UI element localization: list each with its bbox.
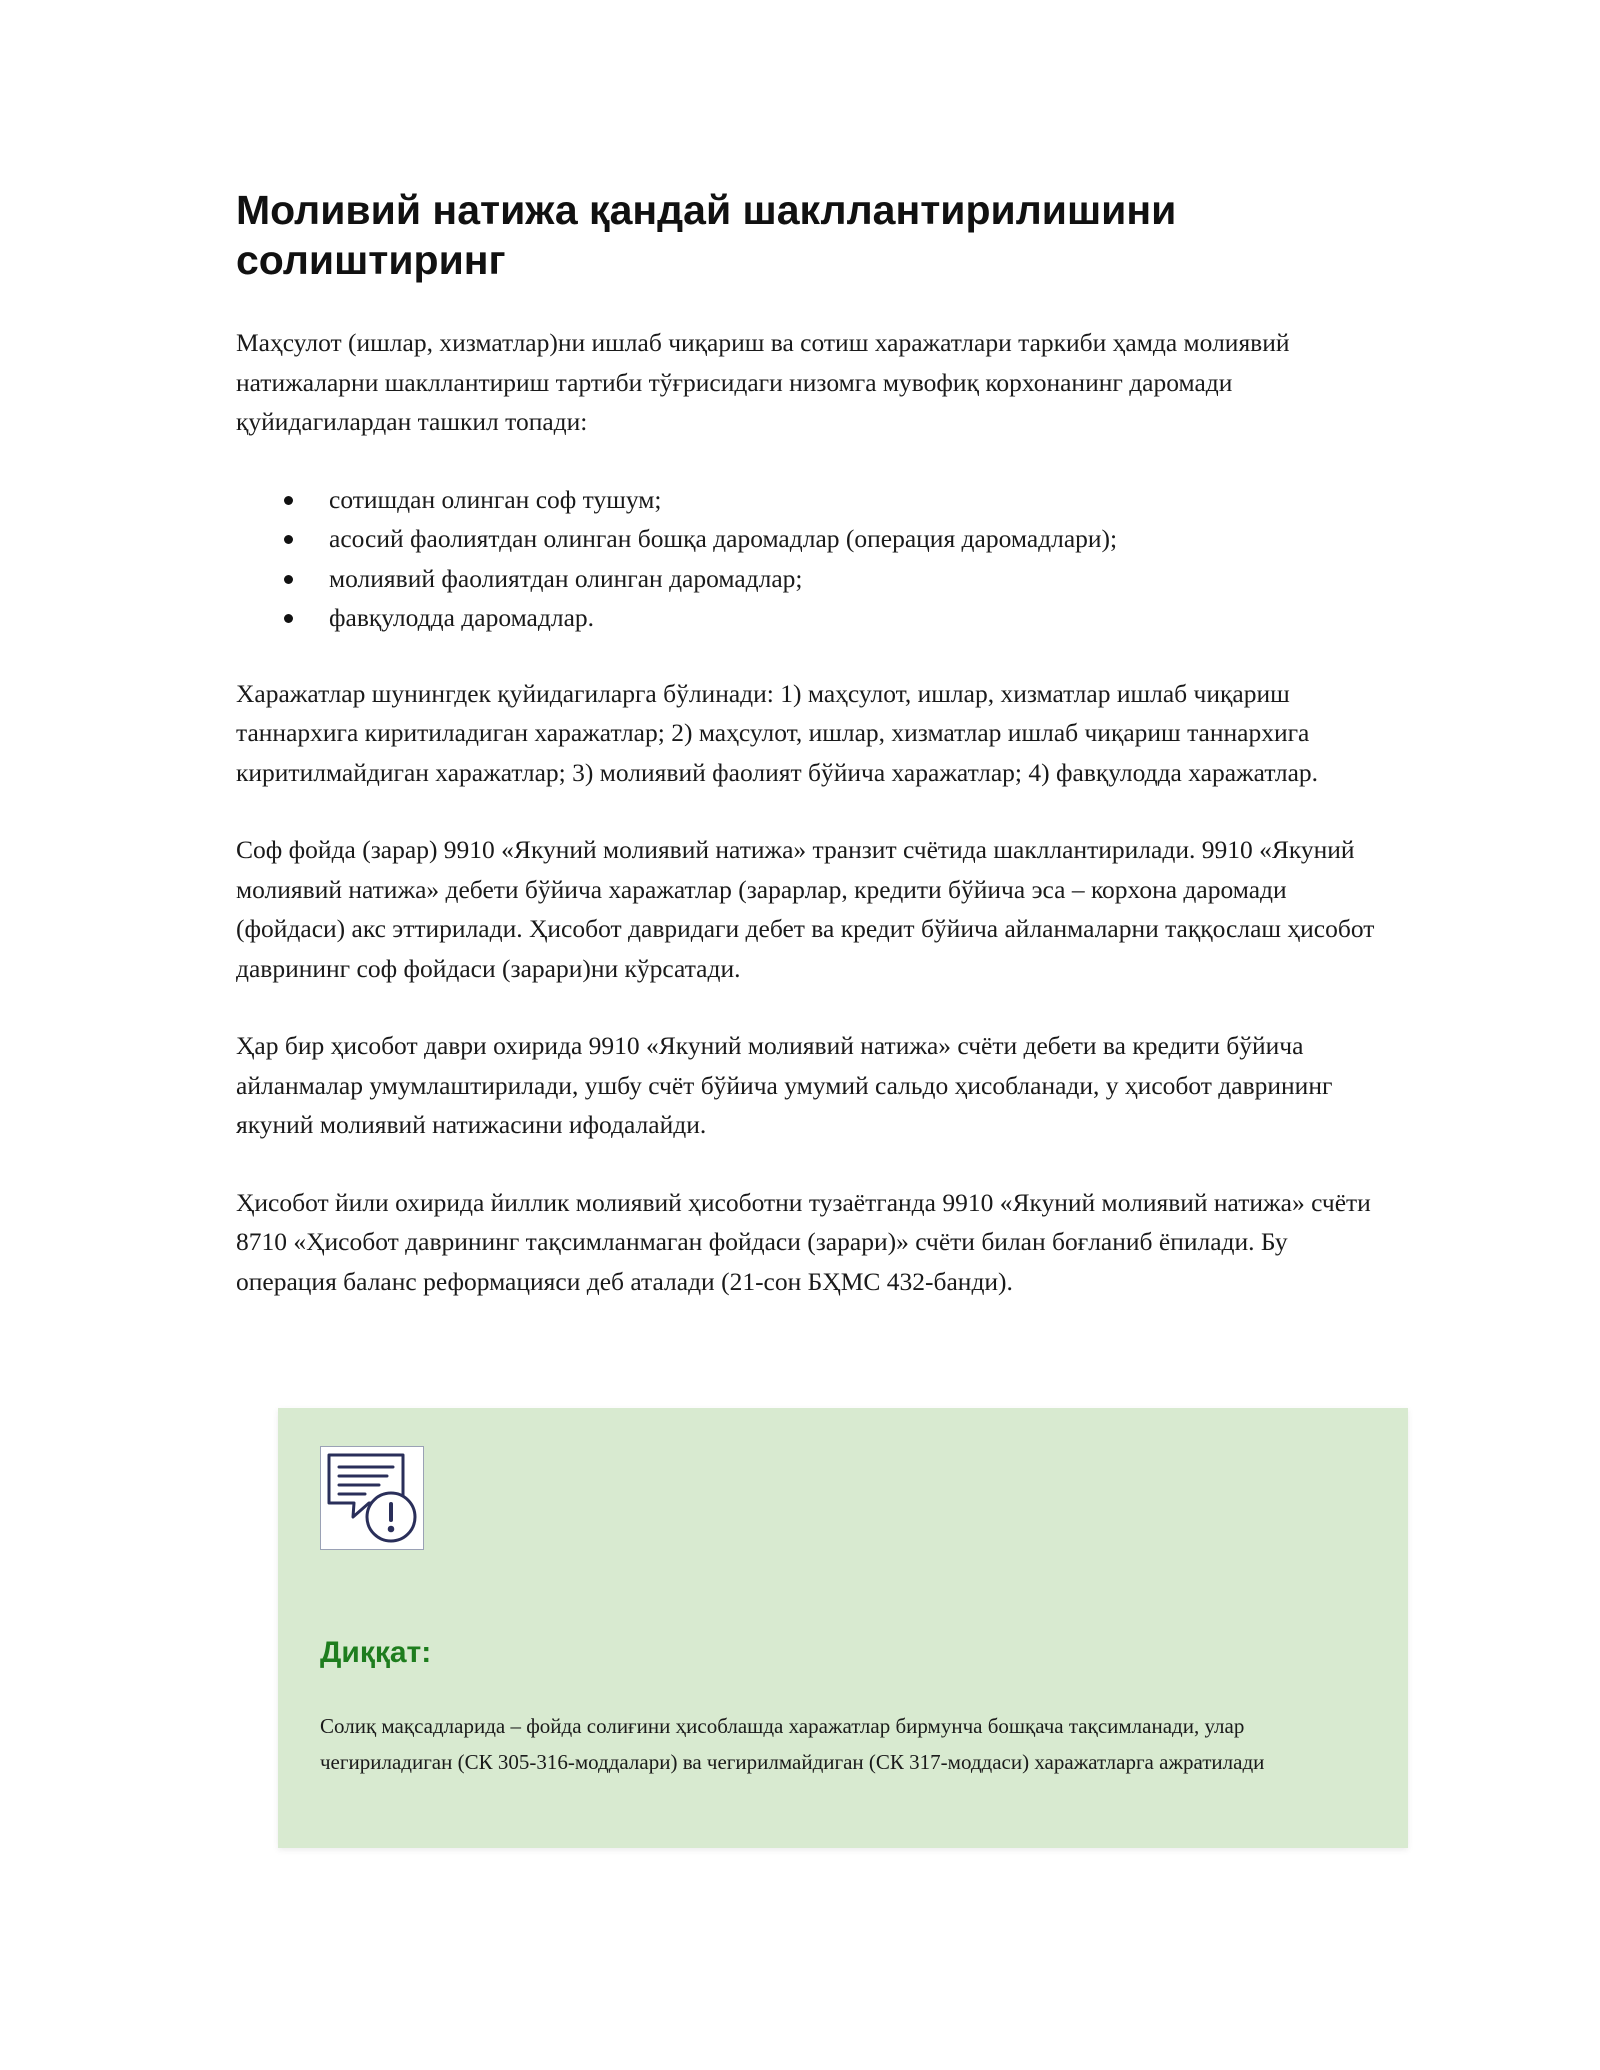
net-profit-paragraph: Соф фойда (зарар) 9910 «Якуний молиявий натижа» транзит счётида шакллантирилади. 9910 «Якуний молиявий натижа» дебети бўйича харажатлар (зарарлар, кредити бўйича эса – корхона даромади (фойдаси) акс эттирилади. Ҳисобот давридаги дебет ва кредит бўйича айланмаларни таққослаш ҳисобот даврининг соф фойдаси (зарари)ни кўрсатади. — [236, 835, 1375, 983]
list-item — [236, 559, 1376, 599]
notice-title: Диққат: — [320, 1636, 432, 1669]
message-alert-icon — [320, 1446, 424, 1550]
list-item — [236, 480, 1376, 520]
list-item-text: сотишдан олинган соф тушум; — [329, 484, 662, 514]
income-list — [236, 480, 1376, 638]
notice-text: Солиқ мақсадларида – фойда солиғини ҳисоблашда харажатлар бирмунча бошқача тақсимланади, улар чегириладиган (СК 305-316-моддалари) ва чегирилмайдиган (СК 317-моддаси) харажатларга ажратилади — [320, 1714, 1265, 1774]
page-title: Моливий натижа қандай шакллантирилишини солиштиринг — [236, 187, 1177, 283]
list-item-text: молиявий фаолиятдан олинган даромадлар; — [329, 563, 803, 593]
notice-callout — [278, 1408, 1408, 1848]
list-item — [236, 598, 1376, 638]
year-end-paragraph: Ҳисобот йили охирида йиллик молиявий ҳисоботни тузаётганда 9910 «Якуний молиявий натижа» счёти 8710 «Ҳисобот даврининг тақсимланмаган фойдаси (зарари)» счёти билан боғланиб ёпилади. Бу операция баланс реформацияси деб аталади (21-сон БҲМС 432-банди). — [236, 1187, 1371, 1296]
bullet-icon — [284, 535, 293, 544]
expenses-paragraph: Харажатлар шунингдек қуйидагиларга бўлинади: 1) маҳсулот, ишлар, хизматлар ишлаб чиқариш таннархига киритиладиган харажатлар; 2) маҳсулот, ишлар, хизматлар ишлаб чиқариш таннархига киритилмайдиган харажатлар; 3) молиявий фаолият бўйича харажатлар; 4) фавқулодда харажатлар. — [236, 678, 1319, 787]
bullet-icon — [284, 496, 293, 505]
bullet-icon — [284, 614, 293, 623]
bullet-icon — [284, 575, 293, 584]
list-item-text: асосий фаолиятдан олинган бошқа даромадлар (операция даромадлари); — [329, 524, 1118, 553]
list-item — [236, 519, 1376, 559]
document-body — [236, 185, 1376, 1339]
list-item-text: фавқулодда даромадлар. — [329, 603, 595, 632]
intro-paragraph: Маҳсулот (ишлар, хизматлар)ни ишлаб чиқариш ва сотиш харажатлари таркиби ҳамда молиявий натижаларни шакллантириш тартиби тўғрисидаги низомга мувофиқ корхонанинг даромади қуйидагилардан ташкил топади: — [236, 328, 1290, 436]
period-end-paragraph: Ҳар бир ҳисобот даври охирида 9910 «Якуний молиявий натижа» счёти дебети ва кредити бўйича айланмалар умумлаштирилади, ушбу счёт бўйича умумий сальдо ҳисобланади, у ҳисобот даврининг якуний молиявий натижасини ифодалайди. — [236, 1031, 1333, 1139]
